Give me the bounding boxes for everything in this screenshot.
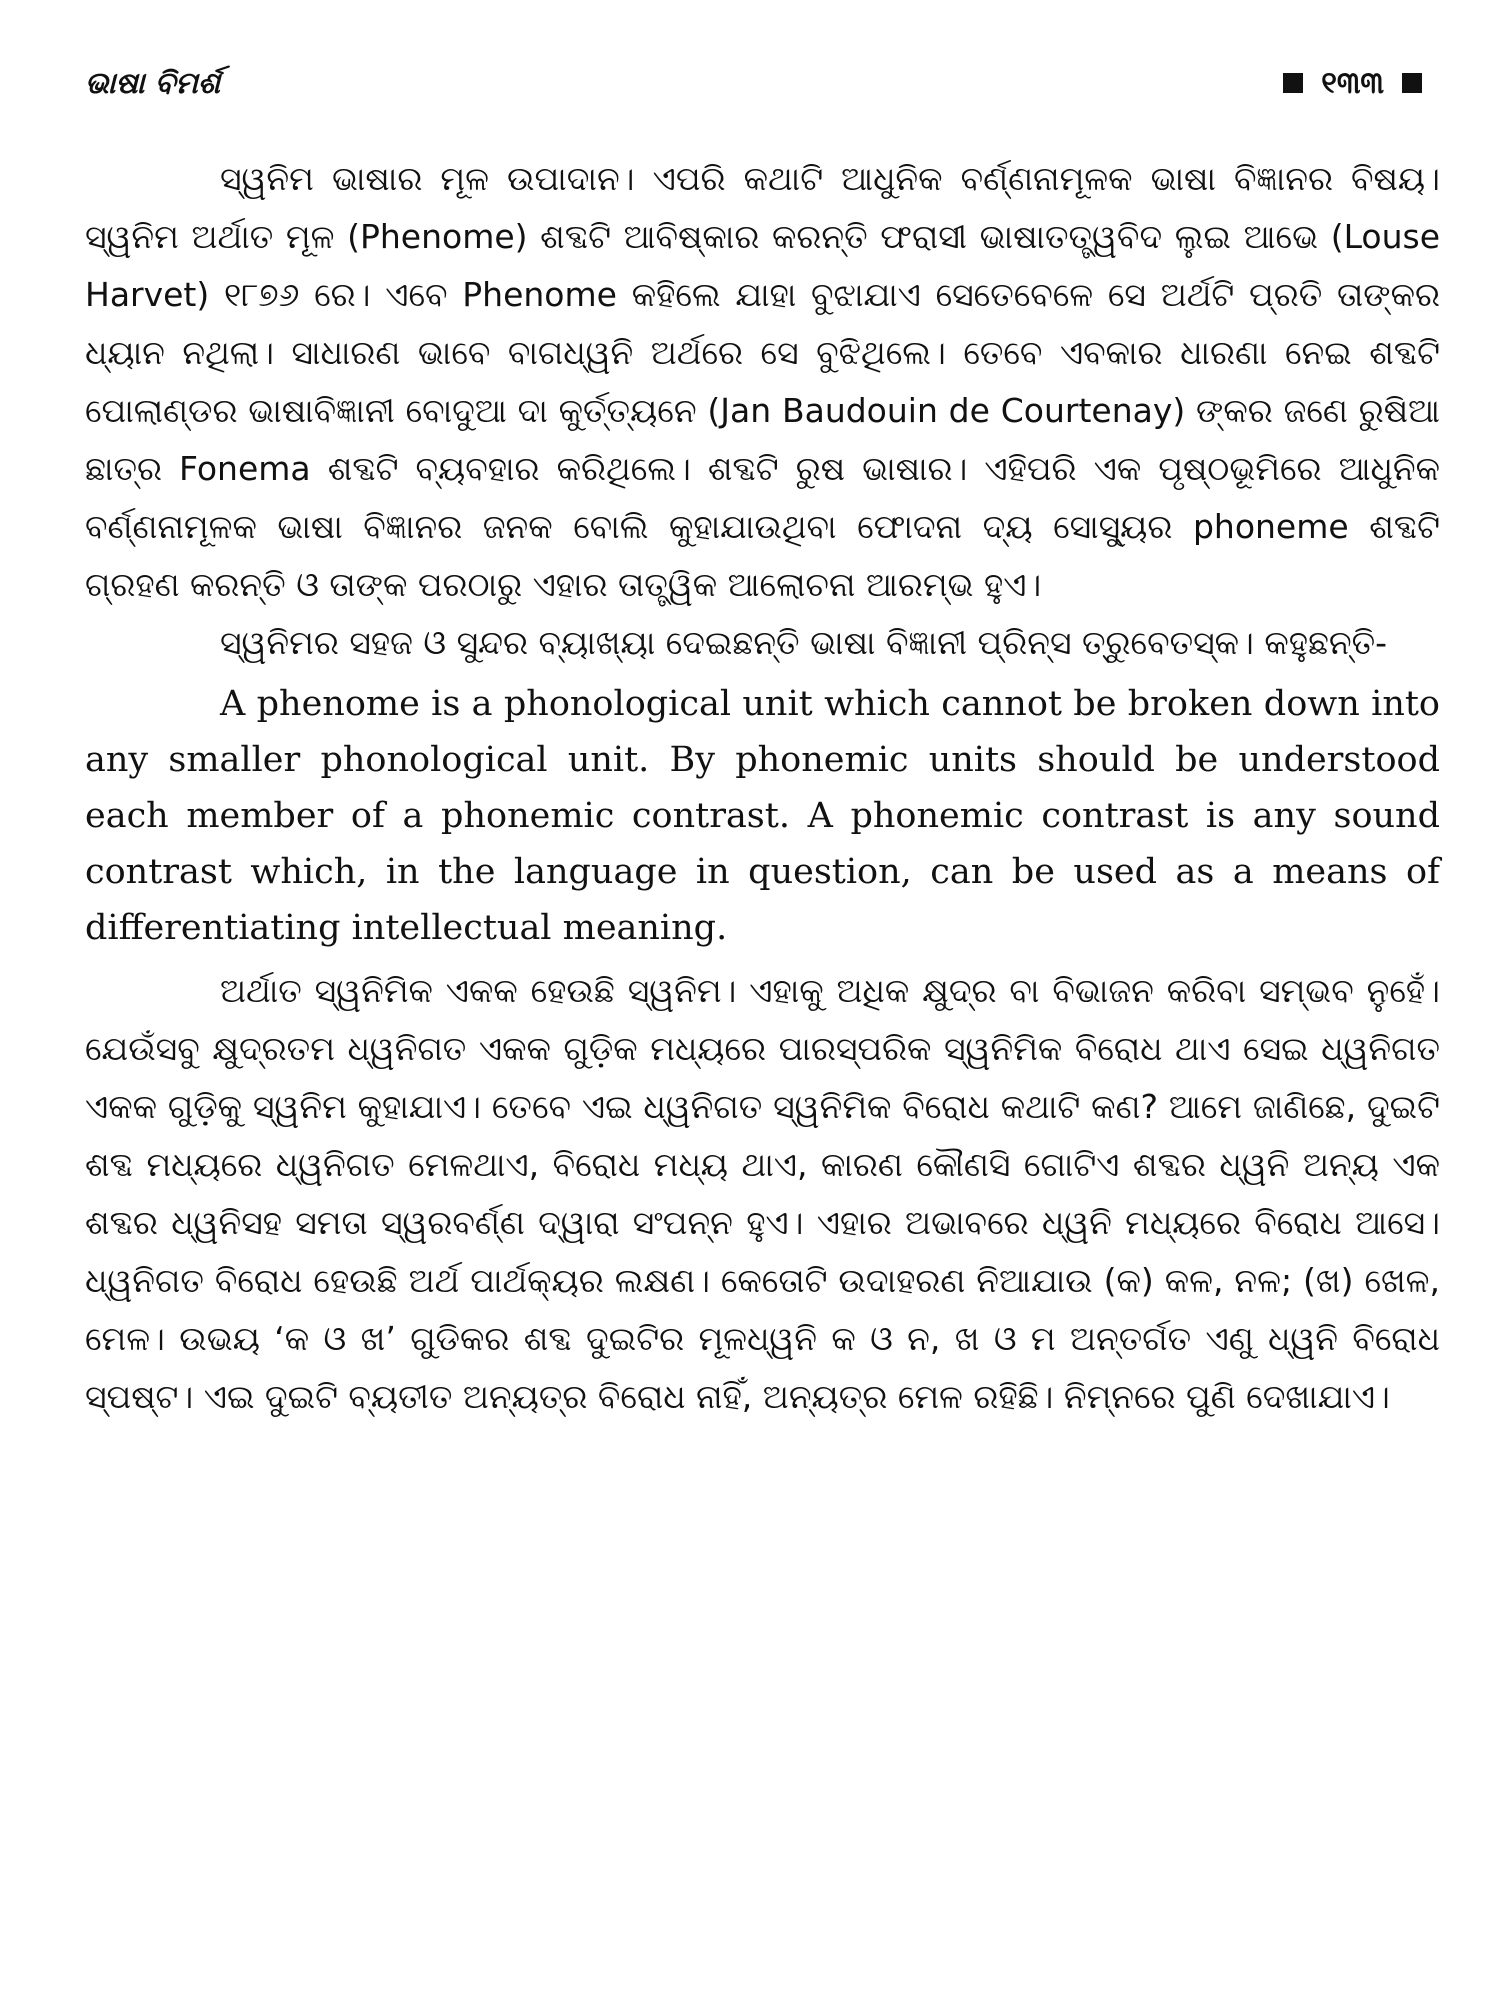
- page-body: [85, 150, 1440, 1426]
- page-number-group: [1265, 66, 1440, 101]
- square-ornament-icon: [1283, 73, 1303, 93]
- page-number: ୧୩୩: [1321, 65, 1384, 101]
- running-title: ଭାଷା ବିମର୍ଶ: [85, 65, 221, 101]
- page-header: [85, 58, 1440, 108]
- english-quotation: A phenome is a phonological unit which cannot be broken down into any smaller phonological unit. By phonemic units should be understood each member of a phonemic contrast. A phonemic contrast is any sound contrast which, in the language in question, can be used as a means of differentiating intellectual meaning.: [85, 684, 1440, 948]
- paragraph-2: ସ୍ୱନିମର ସହଜ ଓ ସୁନ୍ଦର ବ୍ୟାଖ୍ୟା ଦେଇଛନ୍ତି ଭାଷା ବିଜ୍ଞାନୀ ପ୍ରିନ୍ସ ତ୍ରୁବେତସ୍କ। କହୁଛନ୍ତି-: [220, 623, 1388, 662]
- paragraph-1: ସ୍ୱନିମ ଭାଷାର ମୂଳ ଉପାଦାନ। ଏପରି କଥାଟି ଆଧୁନିକ ବର୍ଣ୍ଣନାମୂଳକ ଭାଷା ବିଜ୍ଞାନର ବିଷୟ। ସ୍ୱନିମ ଅର୍ଥାତ ମୂଳ (Phenome) ଶବ୍ଦଟି ଆବିଷ୍କାର କରନ୍ତି ଫରାସୀ ଭାଷାତତ୍ତ୍ୱବିଦ ଲୁଇ ଆଭେ (Louse Harvet) ୧୮୭୬ ରେ। ଏବେ Phenome କହିଲେ ଯାହା ବୁଝାଯାଏ ସେତେବେଳେ ସେ ଅର୍ଥଟି ପ୍ରତି ତାଙ୍କର ଧ୍ୟାନ ନଥିଲା। ସାଧାରଣ ଭାବେ ବାଗଧ୍ୱନି ଅର୍ଥରେ ସେ ବୁଝିଥିଲେ। ତେବେ ଏବକାର ଧାରଣା ନେଇ ଶବ୍ଦଟି ପୋଲାଣ୍ଡର ଭାଷାବିଜ୍ଞାନୀ ବୋଦୁଆ ଦା କୁର୍ତ୍ତ୍ୟନେ (Jan Baudouin de Courtenay) ଙ୍କର ଜଣେ ରୁଷିଆ ଛାତ୍ର Fonema ଶବ୍ଦଟି ବ୍ୟବହାର କରିଥିଲେ। ଶବ୍ଦଟି ରୁଷ ଭାଷାର। ଏହିପରି ଏକ ପୃଷ୍ଠଭୂମିରେ ଆଧୁନିକ ବର୍ଣ୍ଣନାମୂଳକ ଭାଷା ବିଜ୍ଞାନର ଜନକ ବୋଲି କୁହାଯାଉଥିବା ଫୋଦନା ଦ୍ୟ ସୋସ୍ୟୁର phoneme ଶବ୍ଦଟି ଗ୍ରହଣ କରନ୍ତି ଓ ତାଙ୍କ ପରଠାରୁ ଏହାର ତାତ୍ତ୍ୱିକ ଆଲୋଚନା ଆରମ୍ଭ ହୁଏ।: [85, 159, 1440, 604]
- square-ornament-icon: [1402, 73, 1422, 93]
- paragraph-3: ଅର୍ଥାତ ସ୍ୱନିମିକ ଏକକ ହେଉଛି ସ୍ୱନିମ। ଏହାକୁ ଅଧିକ କ୍ଷୁଦ୍ର ବା ବିଭାଜନ କରିବା ସମ୍ଭବ ନୁହେଁ। ଯେଉଁସବୁ କ୍ଷୁଦ୍ରତମ ଧ୍ୱନିଗତ ଏକକ ଗୁଡ଼ିକ ମଧ୍ୟରେ ପାରସ୍ପରିକ ସ୍ୱନିମିକ ବିରୋଧ ଥାଏ ସେଇ ଧ୍ୱନିଗତ ଏକକ ଗୁଡ଼ିକୁ ସ୍ୱନିମ କୁହାଯାଏ। ତେବେ ଏଇ ଧ୍ୱନିଗତ ସ୍ୱନିମିକ ବିରୋଧ କଥାଟି କଣ? ଆମେ ଜାଣିଛେ, ଦୁଇଟି ଶବ୍ଦ ମଧ୍ୟରେ ଧ୍ୱନିଗତ ମେଳଥାଏ, ବିରୋଧ ମଧ୍ୟ ଥାଏ, କାରଣ କୌଣସି ଗୋଟିଏ ଶବ୍ଦର ଧ୍ୱନି ଅନ୍ୟ ଏକ ଶବ୍ଦର ଧ୍ୱନିସହ ସମତା ସ୍ୱରବର୍ଣ୍ଣ ଦ୍ୱାରା ସଂପନ୍ନ ହୁଏ। ଏହାର ଅଭାବରେ ଧ୍ୱନି ମଧ୍ୟରେ ବିରୋଧ ଆସେ। ଧ୍ୱନିଗତ ବିରୋଧ ହେଉଛି ଅର୍ଥ ପାର୍ଥକ୍ୟର ଲକ୍ଷଣ। କେତୋଟି ଉଦାହରଣ ନିଆଯାଉ (କ) କଳ, ନଳ; (ଖ) ଖେଳ, ମେଳ। ଉଭୟ ‘କ ଓ ଖ’ ଗୁଡିକର ଶବ୍ଦ ଦୁଇଟିର ମୂଳଧ୍ୱନି କ ଓ ନ, ଖ ଓ ମ ଅନ୍ତର୍ଗତ ଏଣୁ ଧ୍ୱନି ବିରୋଧ ସ୍ପଷ୍ଟ। ଏଇ ଦୁଇଟି ବ୍ୟତୀତ ଅନ୍ୟତ୍ର ବିରୋଧ ନାହିଁ, ଅନ୍ୟତ୍ର ମେଳ ରହିଛି। ନିମ୍ନରେ ପୁଣି ଦେଖାଯାଏ।: [85, 971, 1440, 1416]
